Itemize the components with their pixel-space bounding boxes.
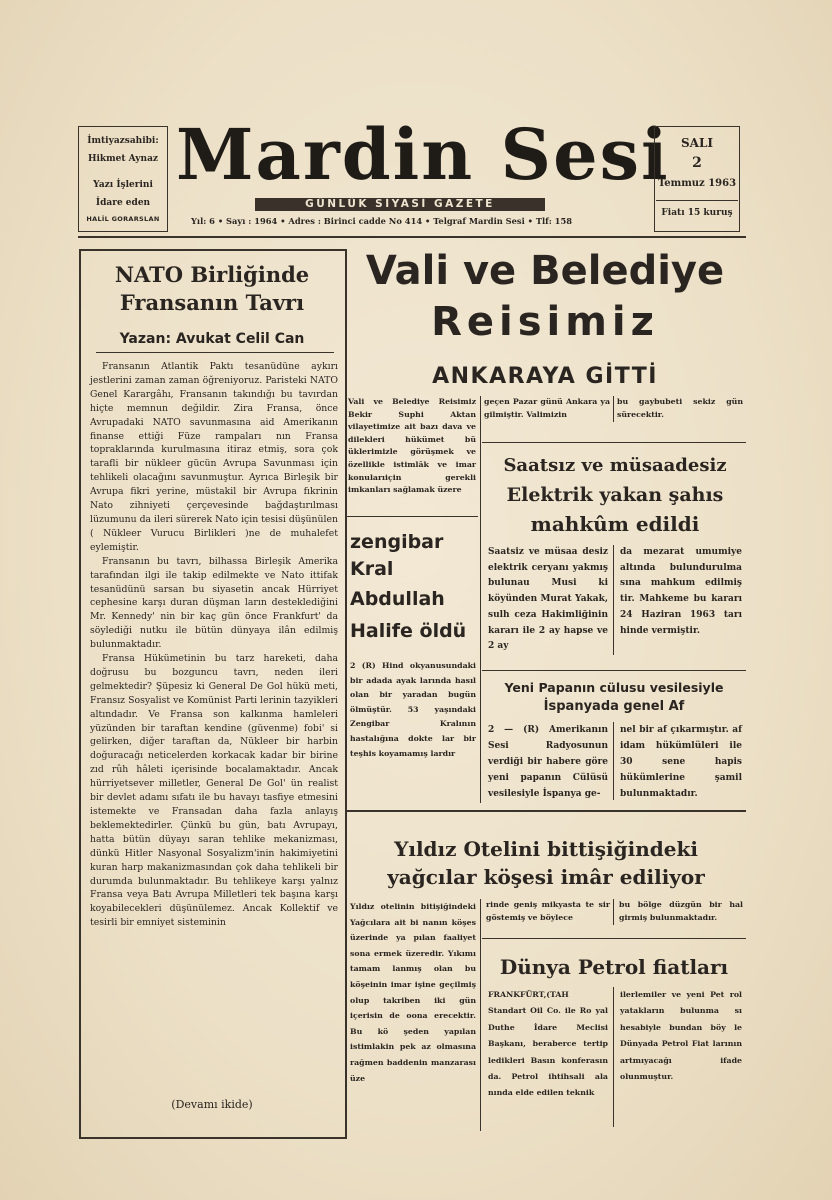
yildiz-col-divider-2: [613, 899, 614, 925]
zengibar-headline-4: Halife öldü: [350, 620, 467, 642]
yildiz-headline-1: Yıldız Otelini bittişiğindeki: [394, 837, 698, 861]
vali-col-1: Vali ve Belediye Reisimiz Bekir Suphi Aktan vilayetimize ait bazı dava ve dilekleri hükümet bü üklerimizle görüşmek ve özellikle istimlâk ve imar konularıiçin gerekli imkanları sağlamak üzere: [348, 397, 476, 495]
yildiz-col-3: bu bölge düzgün bir hal girmiş bulunmaktadır.: [619, 900, 743, 922]
saatsiz-col-2: da mezarat umumiye altında bulundurulma sına mahkum edilmiş tir. Mahkeme bu kararı 24 Haziran 1963 tarı hinde vermiştir.: [620, 547, 742, 636]
zengibar-headline-3: Abdullah: [350, 588, 445, 610]
yildiz-col-2: rinde geniş mikyasta te sir göstemiş ve böylece: [486, 900, 610, 922]
vali-col-3: bu gaybubeti sekiz gün sürecektir.: [617, 397, 743, 419]
papa-top-rule: [482, 670, 746, 671]
nato-paragraph-2: Fransanın bu tavrı, bilhassa Birleşik Amerika tarafından ilgi ile takip edilmekte ve Nato ittifak tesanüdünü sarsan bu siyasetin ancak Hürriyet cephesine karşı duran düşman ların desteklediğini Mr. Kennedy' nin bir kaç gün önce Frankfurt' da söylediği nutku ile bütün dünyaya ilân edilmiş bulunmaktadır.: [90, 555, 338, 651]
issue-month-year: Temmuz 1963: [657, 178, 737, 189]
vali-headline-1: Vali ve Belediye: [365, 248, 725, 294]
saatsiz-headline-1: Saatsız ve müsaadesiz: [503, 455, 727, 476]
masthead-bottom-rule: [78, 236, 746, 238]
masthead-info-line: Yıl: 6 • Sayı : 1964 • Adres : Birinci cadde No 414 • Telgraf Mardin Sesi • Tlf: 158: [191, 216, 573, 226]
vali-col-divider-2: [613, 396, 614, 422]
papa-headline-1: Yeni Papanın cülusu vesilesiyle: [504, 680, 724, 695]
petrol-col-1: FRANKFÜRT,(TAH Standart Oil Co. ile Ro yal Duthe İdare Meclisi Başkanı, beraberce tertip ledikleri Basın konferasın da. Petrol ihtihsali ala nında elde edilen teknik: [488, 990, 608, 1098]
petrol-col-2: ilerlemiler ve yeni Pet rol yatakların bulunma sı hesabiyle bundan böy le Dünyada Petrol Fiat larının artmıyacağı ifade olunmuştur.: [620, 990, 742, 1082]
papa-headline-2: İspanyada genel Af: [543, 699, 685, 714]
saatsiz-col-1: Saatsiz ve müsaa desiz elektrik ceryanı yakmış bulunau Musi ki köyünden Murat Yakak, sulh ceza Hakimliğinin kararı ile 2 ay hapse ve 2 ay: [488, 547, 608, 652]
owner-name: Hikmet Aynaz: [87, 154, 159, 164]
vali-subheadline: ANKARAYA GİTTİ: [432, 364, 658, 389]
zengibar-headline-2: Kral: [350, 558, 394, 580]
vali-col-2: geçen Pazar günü Ankara ya gilmiştir. Valimizin: [484, 397, 610, 419]
issue-day: SALI: [680, 136, 714, 150]
nato-paragraph-3: Fransa Hükümetinin bu tarz hareketi, daha doğrusu bu bozguncu tavrı, neden ileri gelmektedir? Şüpesiz ki General De Gol hükü meti, Fransız Sosyalist ve Komünist Parti lerinin tazyikleri altındadır. Ve Fransa son kalkınma hamleleri yüzünden bir taraftan kendine (güvenme) fobi' si gelirken, diğer taraftan da, Nükleer bir harbin doğuracağı neticelerden korkacak kadar bir birine zıd rûh hâleti içerisinde bocalamaktadır. Ancak hürriyetsever milletler, General De Gol' ün realist bir devlet adamı sıfatı ile bu havayı tasfiye etmesini istemekte ve Fransadan daha fazla anlayış beklemektedirler. Çünkü bu gün, batı Avrupayı, hatta bütün düyayı saran tehlike mekanizması, dünkü Hitler Nasyonal Sosyalizm'inin hakimiyetini kuran harp makanizmasından çok daha tehlikeli bir durumda bulunmaktadır. Bu tehlikeye karşı yalnız Fransa veya Batı Avrupa Milletleri tek başına karşı koyabilecekleri düşünülemez. Ancak Kollektif ve tesirli bir emniyet sisteminin: [90, 653, 338, 929]
papa-col-divider: [613, 722, 614, 800]
papa-col-2: nel bir af çıkarmıştır. af idam hükümlüleri ile 30 sene hapis hükümlerine şamil bulunmaktadır.: [620, 725, 742, 799]
masthead-subtitle: GÜNLÜK SİYASİ GAZETE: [255, 198, 545, 211]
zengibar-headline-1: zengibar: [350, 531, 444, 553]
editor-label-2: İdare eden: [95, 198, 151, 208]
masthead-title: Mardin Sesi: [176, 113, 670, 196]
papa-col-1: 2 — (R) Amerikanın Sesi Radyosunun verdiği bir habere göre yeni papanın Cülüsü vesilesiyle İspanya ge-: [488, 725, 608, 799]
editor-name: HALİL GORARSLAN: [86, 215, 160, 223]
petrol-top-rule: [482, 938, 746, 939]
nato-body: [90, 360, 338, 930]
yildiz-headline-2: yağcılar köşesi imâr ediliyor: [387, 865, 705, 889]
issue-price: Fiatı 15 kuruş: [661, 208, 733, 218]
petrol-col-divider: [613, 987, 614, 1127]
nato-continued: (Devamı ikide): [171, 1098, 253, 1111]
issue-date-number: 2: [692, 155, 702, 171]
nato-headline-1: NATO Birliğinde: [114, 262, 310, 287]
yildiz-top-rule: [346, 810, 746, 812]
zengibar-top-rule: [346, 516, 478, 517]
nato-paragraph-1: Fransanın Atlantik Paktı tesanüdüne aykırı jestlerini zaman zaman öğreniyoruz. Paristeki NATO Genel Karargâhı, Fransanın takındığı bu tavırdan hiçte memnun değildir. Zira Fransa, önce Avrupadaki NATO savunmasına aid Amerikanın finanse ettiği Füze rampaları nın Fransa topraklarında kurulmasına itiraz etmiş, sora çok tarafli bir nükleer gücün Avrupa Savunması için tehlikeli olacağını savunmuştur. Ayrıca Birleşik bir Avrupa fikri yerine, müstakil bir Avrupa fıkrinin Nato zihniyeti çerçevesinde bağdaştırılması lüzumunu da ileri sürerek Nato için tesisi düşünülen ( Nükleer Vurucu Birlikleri )ne de muhalefet eylemiştir.: [90, 361, 338, 553]
saatsiz-headline-2: Elektrik yakan şahıs: [506, 484, 724, 506]
owner-label: İmtiyazsahibi:: [87, 136, 159, 146]
yildiz-col-divider-1: [480, 899, 481, 1131]
nato-byline: Yazan: Avukat Celil Can: [119, 331, 305, 347]
zengibar-body: 2 (R) Hind okyanusundaki bir adada ayak larında hasıl olan bir yaradan bugün ölmüştür. 53 yaşındaki Zengibar Kralının hastalığına dokte lar bir teşhis koyamamış lardır: [350, 661, 476, 758]
zengibar-right-rule: [480, 443, 481, 803]
saatsiz-top-rule: [482, 442, 746, 443]
nato-headline-2: Fransanın Tavrı: [119, 290, 305, 315]
masthead-right-divider: [656, 200, 738, 201]
nato-byline-rule: [96, 352, 334, 353]
petrol-headline: Dünya Petrol fiatları: [499, 955, 729, 979]
saatsiz-headline-3: mahkûm edildi: [530, 512, 700, 536]
saatsiz-col-divider: [613, 545, 614, 655]
yildiz-col-1: Yıldız otelinin bitişiğindeki Yağcılara ait bi nanın köşes üzerinde ya pılan faaliyet sona ermek üzeredir. Yıkımı tamam lanmış olan bu köşeinin imar işine geçilmiş olup takriben iki gün içerisin de oona erecektir. Bu kö şeden yapılan istimlakin pek az olmasına rağmen baddenin manzarası üze: [350, 902, 476, 1083]
vali-headline-2: Reisimiz: [431, 299, 659, 345]
editor-label-1: Yazı İşlerini: [93, 180, 153, 190]
